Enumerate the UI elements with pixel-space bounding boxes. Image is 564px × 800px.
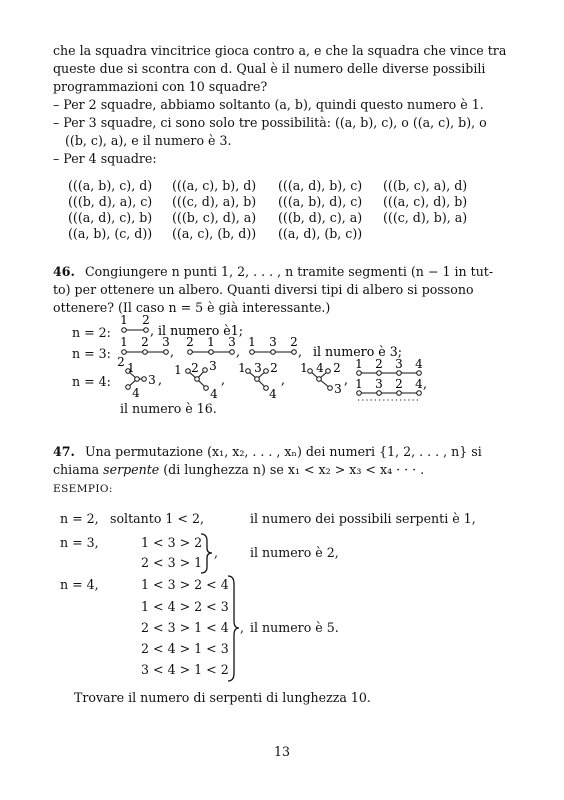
problem-number: 46.	[53, 264, 75, 279]
problem-number: 47.	[53, 444, 75, 459]
tree-node	[203, 368, 208, 373]
node-label: 1	[127, 361, 135, 375]
tree-node	[397, 391, 402, 396]
schedule-cell: (((b, d), c), a)	[278, 210, 363, 225]
node-label: 4	[415, 357, 423, 371]
trees-n4-result: il numero è 16.	[120, 401, 217, 416]
tree-node	[135, 377, 140, 382]
node-label: 2	[142, 313, 150, 327]
tree-node	[377, 391, 382, 396]
separator: ,	[236, 344, 241, 359]
node-label: 1	[248, 335, 256, 349]
intro-bullet-3: – Per 4 squadre:	[53, 151, 157, 166]
separator: ,	[298, 344, 303, 359]
trees-n2-label: n = 2:	[72, 325, 111, 340]
schedule-cell: (((b, d), a), c)	[68, 194, 153, 209]
tree-node	[186, 369, 191, 374]
separator: ,	[281, 372, 286, 387]
schedule-cell: (((a, c), b), d)	[172, 178, 257, 193]
node-label: 1	[238, 361, 246, 375]
schedule-cell: (((c, d), a), b)	[172, 194, 257, 209]
node-label: 1	[300, 361, 308, 375]
tree-node	[122, 328, 127, 333]
text-fragment: chiama	[53, 462, 104, 477]
tree-n4-path-1	[355, 357, 423, 375]
tree-n4-star-4	[300, 361, 348, 396]
trees-n3-result: il numero è 3;	[313, 344, 402, 359]
page-number: 13	[274, 744, 291, 759]
node-label: 3	[395, 357, 403, 371]
tree-node	[271, 350, 276, 355]
tree-node	[308, 369, 313, 374]
node-label: 4	[415, 377, 423, 391]
serpent-n4-result: il numero è 5.	[250, 620, 339, 635]
problem-text: Congiungere n punti 1, 2, . . . , n tramite segmenti (n − 1 in tut-	[84, 264, 494, 279]
tree-node	[230, 350, 235, 355]
tree-node	[126, 385, 131, 390]
serpent-n2-result: il numero dei possibili serpenti è 1,	[250, 511, 476, 526]
schedule-cell: (((a, d), b), c)	[278, 178, 363, 193]
node-label: 2	[290, 335, 298, 349]
intro-bullet-2-cont: ((b, c), a), e il numero è 3.	[65, 133, 232, 148]
serpent-item: 1 < 3 > 2	[141, 535, 203, 550]
tree-node	[143, 350, 148, 355]
trees-n3-label: n = 3:	[72, 346, 111, 361]
tree-node	[326, 369, 331, 374]
tree-node	[195, 377, 200, 382]
tree-n4-path-2	[355, 376, 427, 400]
tree-node	[292, 350, 297, 355]
tree-n4-star-1	[117, 355, 162, 400]
separator: ,	[344, 372, 349, 387]
separator: ,	[158, 372, 163, 387]
node-label: 3	[148, 373, 156, 387]
node-label: 3	[269, 335, 277, 349]
node-label: 4	[316, 361, 324, 375]
trees-n2-result: , il numero è1;	[150, 323, 243, 338]
node-label: 2	[191, 361, 199, 375]
serpent-item: 1 < 3 > 2 < 4	[141, 577, 229, 592]
problem-text: Una permutazione (x₁, x₂, . . . , xₙ) dei numeri {1, 2, . . . , n} si	[84, 444, 482, 459]
schedule-cell: (((b, c), a), d)	[383, 178, 468, 193]
schedule-cell: ((a, b), (c, d))	[68, 226, 153, 241]
node-label: 3	[162, 335, 170, 349]
node-label: 4	[210, 387, 218, 401]
node-label: 1	[174, 363, 182, 377]
serpent-n2-label: n = 2,	[60, 511, 99, 526]
node-label: 3	[334, 382, 342, 396]
tree-node	[357, 391, 362, 396]
separator: ,	[170, 344, 175, 359]
node-label: 4	[132, 386, 140, 400]
question-line: Trovare il numero di serpenti di lunghezza 10.	[74, 690, 371, 705]
problem-46-line-2: to) per ottenere un albero. Quanti diversi tipi di albero si possono	[53, 282, 474, 297]
node-label: 3	[228, 335, 236, 349]
tree-node	[264, 369, 269, 374]
node-label: 2	[333, 361, 341, 375]
problem-47-line-2	[53, 462, 424, 478]
tree-node	[377, 371, 382, 376]
separator: ,	[240, 620, 245, 635]
node-label: 2	[141, 335, 149, 349]
node-label: 1	[355, 377, 363, 391]
schedule-cell: (((a, c), d), b)	[383, 194, 468, 209]
tree-node	[264, 386, 269, 391]
tree-n3-path-1	[120, 335, 174, 359]
node-label: 1	[207, 335, 215, 349]
tree-node	[188, 350, 193, 355]
tree-node	[144, 328, 149, 333]
node-label: 4	[269, 387, 277, 401]
tree-n4-star-3	[238, 361, 285, 401]
node-label: 2	[117, 355, 125, 369]
schedule-cell: (((a, b), c), d)	[68, 178, 153, 193]
node-label: 3	[254, 361, 262, 375]
schedule-cell: ((a, c), (b, d))	[172, 226, 257, 241]
schedule-cell: (((b, c), d), a)	[172, 210, 257, 225]
tree-node	[357, 371, 362, 376]
node-label: 1	[120, 313, 128, 327]
intro-bullet-1: – Per 2 squadre, abbiamo soltanto (a, b), quindi questo numero è 1.	[53, 97, 484, 112]
tree-node	[142, 377, 147, 382]
tree-node	[204, 386, 209, 391]
emphasized-term: serpente	[103, 462, 160, 477]
serpent-n3-label: n = 3,	[60, 535, 99, 550]
intro-line-3: programmazioni con 10 squadre?	[53, 79, 268, 94]
node-label: 1	[355, 357, 363, 371]
tree-node	[250, 350, 255, 355]
node-label: 2	[395, 377, 403, 391]
tree-node	[122, 350, 127, 355]
separator: ,	[214, 545, 219, 560]
node-label: 2	[270, 361, 278, 375]
tree-node	[397, 371, 402, 376]
intro-bullet-2: – Per 3 squadre, ci sono solo tre possibilità: ((a, b), c), o ((a, c), b), o	[53, 115, 487, 130]
tree-node	[246, 369, 251, 374]
serpent-item: 3 < 4 > 1 < 2	[141, 662, 229, 677]
tree-node	[328, 386, 333, 391]
tree-n3-path-3	[248, 335, 402, 359]
schedule-cell: ((a, d), (b, c))	[278, 226, 363, 241]
serpent-n2-middle: soltanto 1 < 2,	[110, 511, 204, 526]
node-label: 2	[375, 357, 383, 371]
serpent-item: 1 < 4 > 2 < 3	[141, 599, 229, 614]
schedule-cell: (((a, b), d), c)	[278, 194, 363, 209]
serpent-item: 2 < 3 > 1	[141, 555, 203, 570]
tree-node	[255, 377, 260, 382]
tree-node	[164, 350, 169, 355]
separator: ,	[221, 372, 226, 387]
serpent-n3-result: il numero è 2,	[250, 545, 339, 560]
serpent-n4-label: n = 4,	[60, 577, 99, 592]
tree-node	[317, 377, 322, 382]
text-fragment: (di lunghezza n) se x₁ < x₂ > x₃ < x₄ · · · .	[159, 462, 425, 477]
schedule-cell: (((c, d), b), a)	[383, 210, 468, 225]
node-label: 3	[209, 359, 217, 373]
tree-node	[417, 391, 422, 396]
problem-46-line-3: ottenere? (Il caso n = 5 è già interessante.)	[53, 300, 331, 315]
separator: ,	[423, 376, 428, 391]
tree-node	[209, 350, 214, 355]
serpent-item: 2 < 3 > 1 < 4	[141, 620, 229, 635]
example-label: ESEMPIO:	[53, 483, 113, 495]
problem-47-line-1	[53, 444, 482, 460]
tree-n4-star-2	[174, 359, 225, 401]
schedule-cell: (((a, d), c), b)	[68, 210, 153, 225]
node-label: 3	[375, 377, 383, 391]
tree-n3-path-2	[186, 335, 240, 359]
serpent-item: 2 < 4 > 1 < 3	[141, 641, 229, 656]
tree-node	[417, 371, 422, 376]
tree-n2	[120, 313, 243, 338]
node-label: 1	[120, 335, 128, 349]
trees-n4-label: n = 4:	[72, 374, 111, 389]
node-label: 2	[186, 335, 194, 349]
intro-line-2: queste due si scontra con d. Qual è il numero delle diverse possibili	[53, 61, 486, 76]
intro-line-1: che la squadra vincitrice gioca contro a, e che la squadra che vince tra	[53, 43, 507, 58]
